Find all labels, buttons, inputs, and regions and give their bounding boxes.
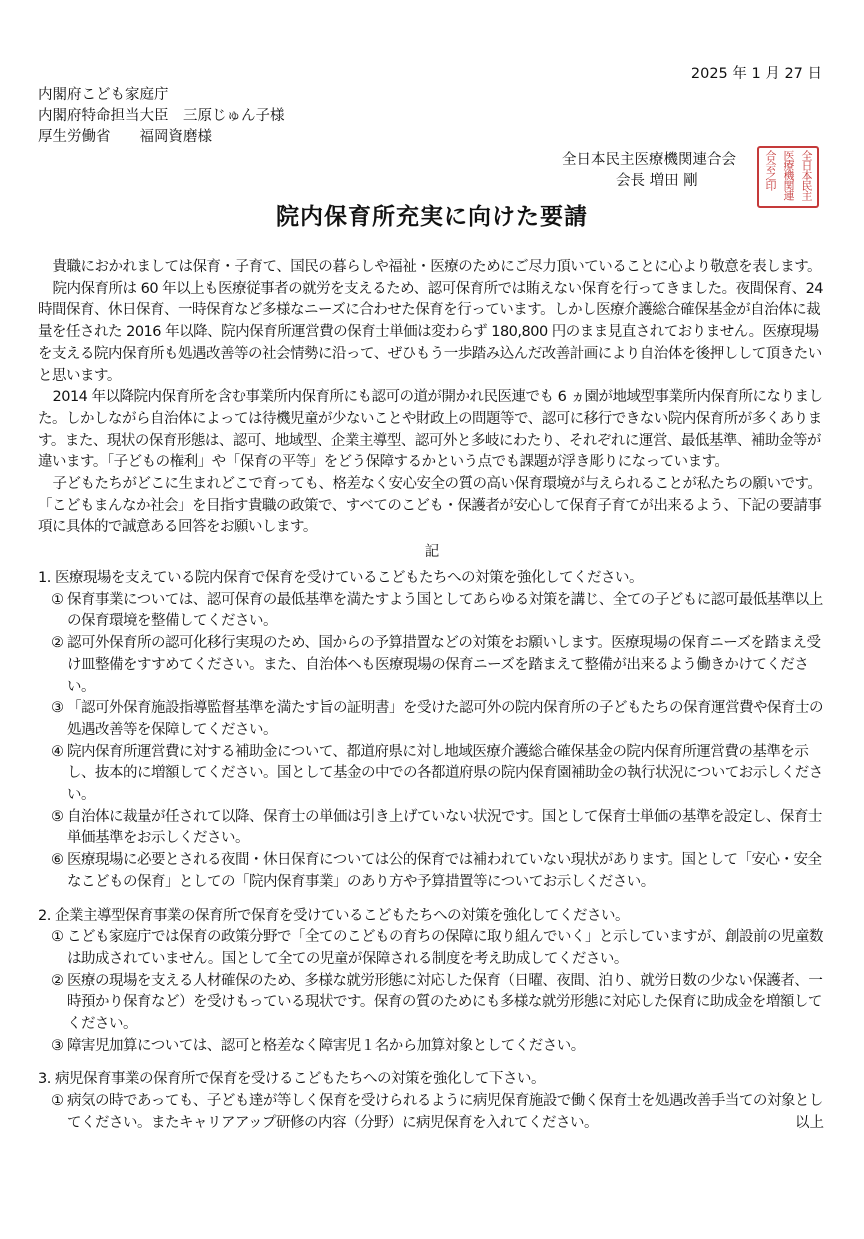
item-text: こども家庭庁では保育の政策分野で「全てのこどもの育ちの保障に取り組んでいく」と示していますが、創設前の児童数は助成されていません。国として全ての児童が保障される制度を考え助成してください。 xyxy=(67,929,823,967)
addressee-line: 内閣府こども家庭庁 xyxy=(38,87,169,103)
item-number: ② xyxy=(51,972,64,989)
item-number: ① xyxy=(51,929,64,946)
ki-marker: 記 xyxy=(424,544,440,560)
item-text: 保育事業については、認可保育の最低基準を満たすよう国としてあらゆる対策を講じ、全ての子どもに認可最低基準以上の保育環境を整備してください。 xyxy=(67,591,823,630)
request-item xyxy=(51,850,830,893)
request-sections xyxy=(38,568,830,1147)
item-text: 自治体に裁量が任されて以降、保育士の単価は引き上げていない状況です。国として保育士単価の基準を設定し、保育士単価基準をお示しください。 xyxy=(67,808,822,847)
request-item xyxy=(51,927,830,970)
item-text: 認可外保育所の認可化移行実現のため、国からの予算措置などの対策をお願いします。医療現場の保育ニーズを踏まえ受け皿整備をすすめてください。また、自治体へも医療現場の保育ニーズを踏まえて整備が出来るよう働きかけてください。 xyxy=(67,635,821,695)
item-number: ③ xyxy=(51,1037,64,1054)
item-text: 病気の時であっても、子ども達が等しく保育を受けられるように病児保育施設で働く保育士を処遇改善手当ての対象としてください。またキャリアアップ研修の内容（分野）に病児保育を入れてください。 xyxy=(67,1093,823,1131)
body-paragraph: 貴職におかれましては保育・子育て、国民の暮らしや福祉・医療のためにご尽力頂いていることに心より敬意を表します。 xyxy=(52,259,822,275)
item-number: ⑤ xyxy=(51,808,64,825)
item-number: ⑥ xyxy=(51,852,64,869)
request-item xyxy=(51,698,830,741)
request-item xyxy=(51,971,830,1036)
body-paragraph: 「こどもまんなか社会」を目指す貴職の政策で、すべてのこども・保護者が安心して保育子育てが出来るよう、下記の要請事項に具体的で誠意ある回答をお願いします。 xyxy=(38,497,822,536)
addressee-block xyxy=(38,85,285,148)
sender-organization: 全日本民主医療機関連合会 xyxy=(562,152,736,168)
request-item xyxy=(51,1091,830,1134)
request-item xyxy=(51,807,830,850)
sender-block xyxy=(562,150,736,192)
request-item xyxy=(51,590,830,633)
request-section xyxy=(38,906,830,1058)
item-number: ④ xyxy=(51,743,64,760)
section-heading: 1. 医療現場を支えている院内保育で保育を受けているこどもたちへの対策を強化してください。 xyxy=(38,570,643,586)
document-date: 2025 年 1 月 27 日 xyxy=(690,66,822,82)
request-item xyxy=(51,633,830,698)
item-number: ① xyxy=(51,1093,64,1110)
item-number: ③ xyxy=(51,700,64,717)
item-text: 医療現場に必要とされる夜間・休日保育については公的保育では補われていない現状があります。国として「安心・安全なこどもの保育」としての「院内保育事業」のあり方や予算措置等についてお示しください。 xyxy=(67,852,822,890)
item-text: 「認可外保育施設指導監督基準を満たす旨の証明書」を受けた認可外の院内保育所の子どもたちの保育運営費や保育士の処遇改善等を保障してください。 xyxy=(67,700,823,738)
document-title: 院内保育所充実に向けた要請 xyxy=(276,204,588,230)
item-text: 障害児加算については、認可と格差なく障害児１名から加算対象としてください。 xyxy=(67,1037,585,1054)
item-text: 医療の現場を支える人材確保のため、多様な就労形態に対応した保育（日曜、夜間、泊り、就労日数の少ない保護者、一時預かり保育など）を受けもっている現状です。保育の質のためにも多様な就労形態に対応した保育に助成金を増額してください。 xyxy=(67,972,823,1033)
body-paragraph: 院内保育所は 60 年以上も医療従事者の就労を支えるため、認可保育所では賄えない保育を行ってきました。夜間保育、24 時間保育、休日保育、一時保育など多様なニーズに合わせた保育を行っています。しかし医療介護総合確保基金が自治体に裁量を任された 2016 年以降、院内保育所運営費の保育士単価は変わらず 180,800 円のまま見直されておりません。医療現場を支える院内保育所も処遇改善等の社会情勢に沿って、ぜひもう一歩踏み込んだ改善計画により自治体を後押しして頂きたいと思います。 xyxy=(38,280,824,384)
addressee-line: 内閣府特命担当大臣 三原じゅん子様 xyxy=(38,108,285,124)
seal-text: 全日本民主 xyxy=(800,150,813,200)
request-section xyxy=(38,568,830,894)
request-item xyxy=(51,742,830,807)
request-section xyxy=(38,1069,830,1134)
seal-text: 医療機関連 xyxy=(782,150,795,200)
item-number: ② xyxy=(51,635,64,652)
closing-mark: 以上 xyxy=(795,1115,824,1131)
seal-text: 合会之印 xyxy=(764,150,777,190)
request-item xyxy=(51,1036,830,1058)
section-heading: 3. 病児保育事業の保育所で保育を受けるこどもたちへの対策を強化して下さい。 xyxy=(38,1071,545,1088)
body-text xyxy=(38,257,828,539)
item-number: ① xyxy=(51,591,64,608)
item-text: 院内保育所運営費に対する補助金について、都道府県に対し地域医療介護総合確保基金の院内保育所運営費の基準を示し、抜本的に増額してください。国として基金の中での各都道府県の院内保育園補助金の執行状況についてお示しください。 xyxy=(67,743,823,804)
body-paragraph: 子どもたちがどこに生まれどこで育っても、格差なく安心安全の質の高い保育環境が与えられることが私たちの願いです。 xyxy=(52,476,822,493)
body-paragraph: 2014 年以降院内保育所を含む事業所内保育所にも認可の道が開かれ民医連でも 6 ヵ園が地域型事業所内保育所になりました。しかしながら自治体によっては待機児童が少ないことや財政上の問題等で、認可に移行できない院内保育所が多くあります。また、現状の保育形態は、認可、地域型、企業主導型、認可外と多岐にわたり、それぞれに運営、最低基準、補助金等が違います。「子どもの権利」や「保育の平等」をどう保障するかという点でも課題が浮き彫りになっています。 xyxy=(38,389,823,471)
section-heading: 2. 企業主導型保育事業の保育所で保育を受けているこどもたちへの対策を強化してください。 xyxy=(38,907,629,924)
addressee-line: 厚生労働省 福岡資磨様 xyxy=(38,129,212,145)
sender-president: 会長 増田 剛 xyxy=(616,173,698,189)
